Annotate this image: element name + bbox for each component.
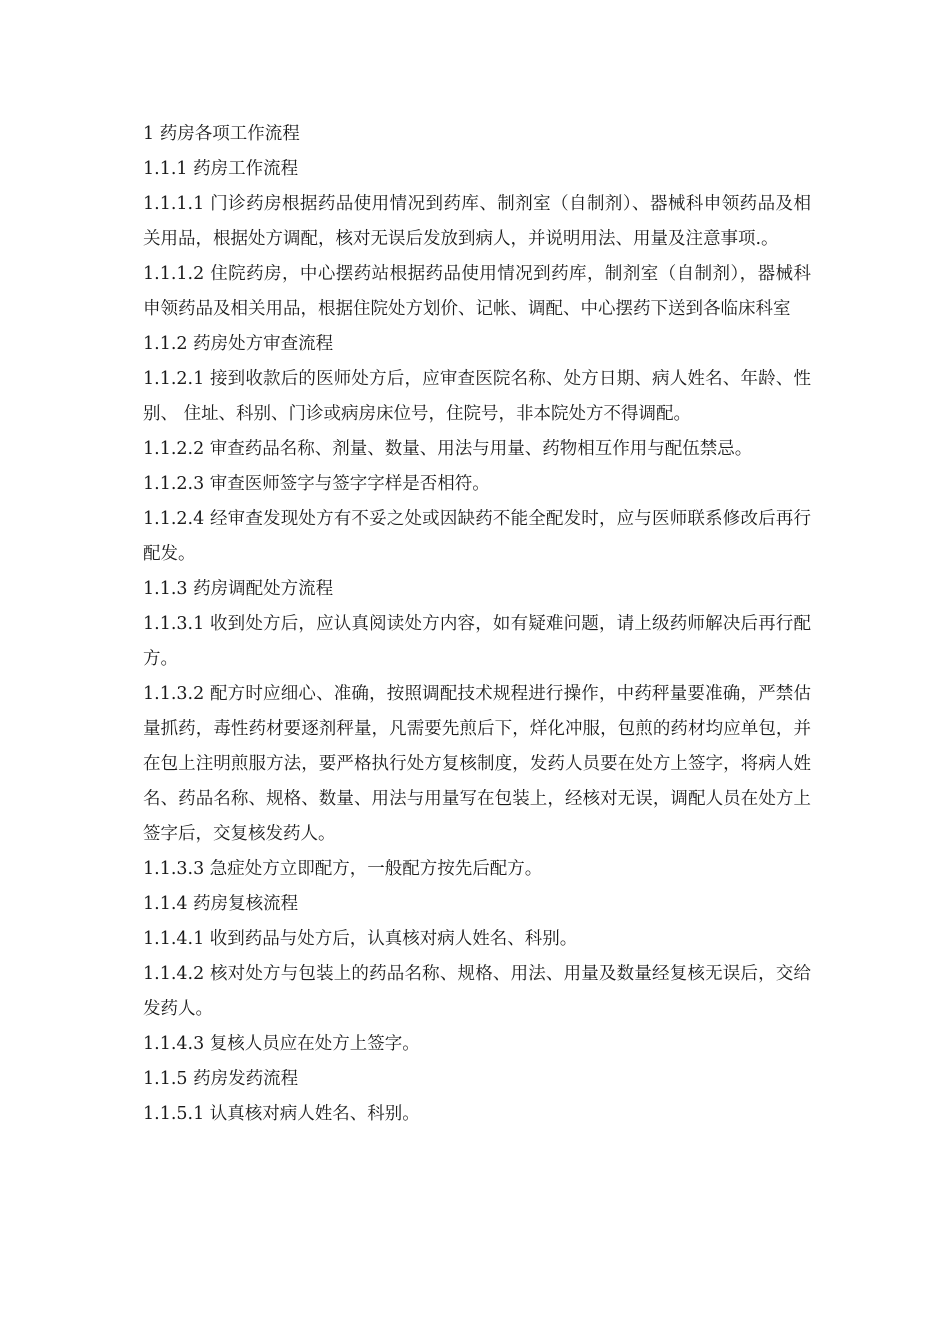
subsection-heading: 1.1.2 药房处方审查流程 xyxy=(143,334,334,354)
paragraph: 1.1.2.4 经审查发现处方有不妥之处或因缺药不能全配发时，应与医师联系修改后再行配发。 xyxy=(143,509,811,564)
paragraph: 1.1.2.2 审查药品名称、剂量、数量、用法与用量、药物相互作用与配伍禁忌。 xyxy=(143,439,753,459)
subsection-heading: 1.1.4 药房复核流程 xyxy=(143,894,299,914)
subsection-heading: 1.1.3 药房调配处方流程 xyxy=(143,579,334,599)
subsection-heading: 1.1.1 药房工作流程 xyxy=(143,159,299,179)
paragraph: 1.1.5.1 认真核对病人姓名、科别。 xyxy=(143,1104,420,1124)
paragraph: 1.1.3.1 收到处方后，应认真阅读处方内容，如有疑难问题，请上级药师解决后再行配方。 xyxy=(143,614,811,669)
paragraph: 1.1.4.2 核对处方与包装上的药品名称、规格、用法、用量及数量经复核无误后，交给发药人。 xyxy=(143,964,811,1019)
subsection-heading: 1.1.5 药房发药流程 xyxy=(143,1069,299,1089)
paragraph: 1.1.1.2 住院药房，中心摆药站根据药品使用情况到药库，制剂室（自制剂），器械科申领药品及相关用品，根据住院处方划价、记帐、调配、中心摆药下送到各临床科室 xyxy=(143,264,811,319)
document-body xyxy=(143,117,811,1132)
paragraph: 1.1.4.3 复核人员应在处方上签字。 xyxy=(143,1034,420,1054)
paragraph: 1.1.3.3 急症处方立即配方，一般配方按先后配方。 xyxy=(143,859,543,879)
paragraph: 1.1.1.1 门诊药房根据药品使用情况到药库、制剂室（自制剂）、器械科申领药品及相关用品，根据处方调配，核对无误后发放到病人，并说明用法、用量及注意事项.。 xyxy=(143,194,811,249)
paragraph: 1.1.3.2 配方时应细心、准确，按照调配技术规程进行操作，中药秤量要准确，严禁估量抓药，毒性药材要逐剂秤量，凡需要先煎后下，烊化冲服，包煎的药材均应单包，并在包上注明煎服方法，要严格执行处方复核制度，发药人员要在处方上签字，将病人姓名、药品名称、规格、数量、用法与用量写在包装上，经核对无误，调配人员在处方上签字后，交复核发药人。 xyxy=(143,684,811,844)
section-heading: 1 药房各项工作流程 xyxy=(143,124,300,144)
paragraph: 1.1.2.3 审查医师签字与签字字样是否相符。 xyxy=(143,474,490,494)
paragraph: 1.1.2.1 接到收款后的医师处方后，应审查医院名称、处方日期、病人姓名、年龄、性别、 住址、科别、门诊或病房床位号，住院号，非本院处方不得调配。 xyxy=(143,369,811,424)
paragraph: 1.1.4.1 收到药品与处方后，认真核对病人姓名、科别。 xyxy=(143,929,578,949)
